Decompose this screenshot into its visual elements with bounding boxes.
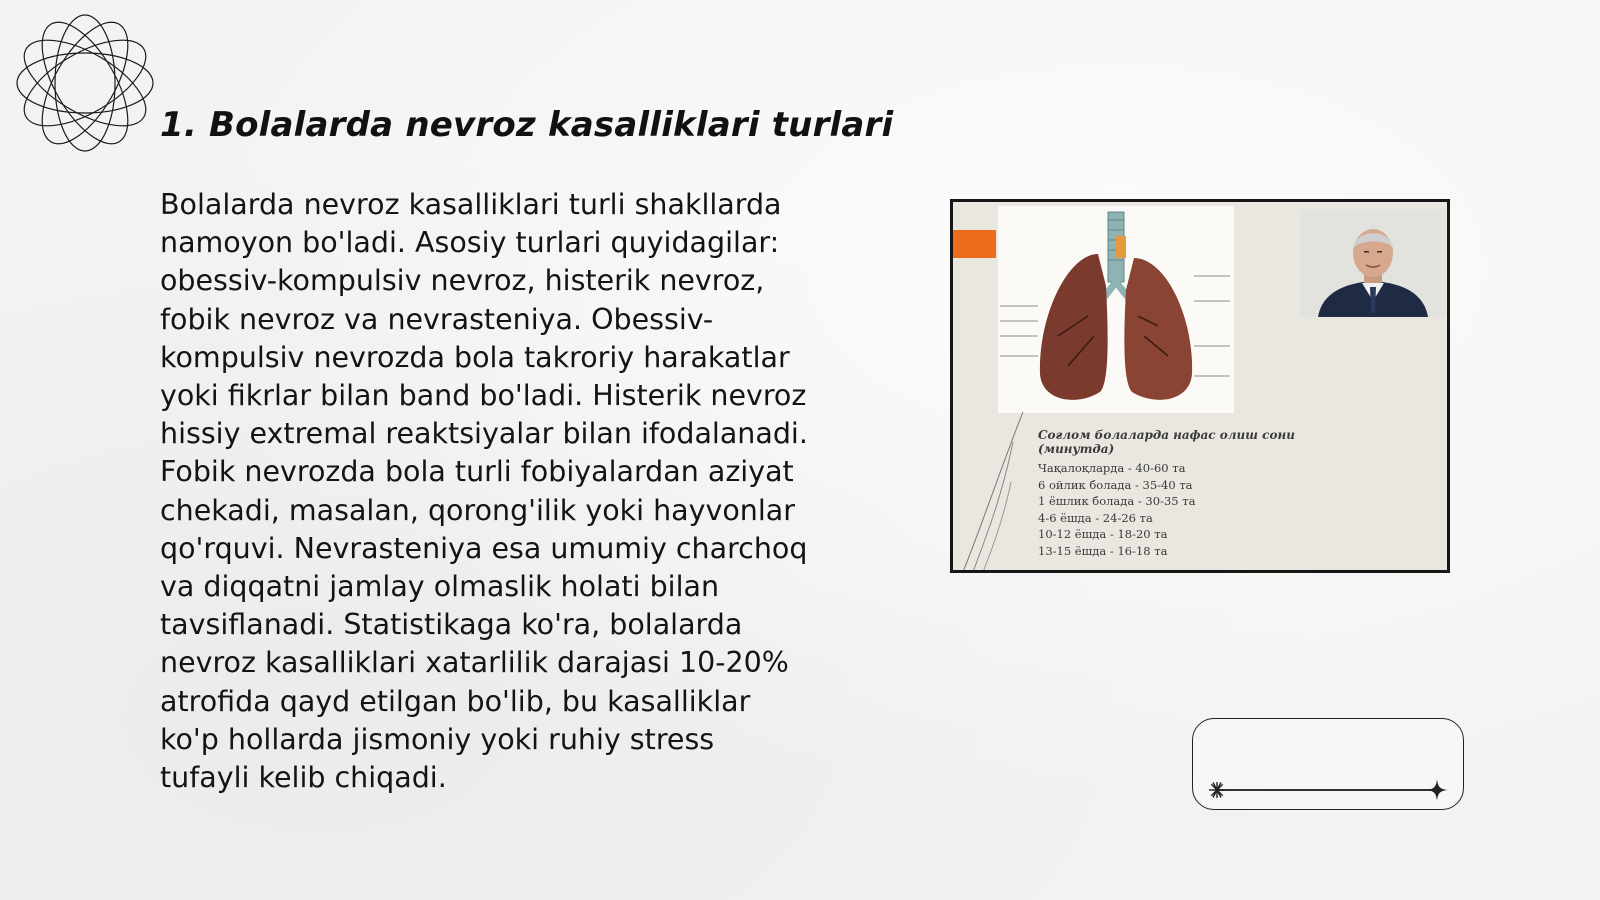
breathing-rate-table: [1038, 428, 1308, 559]
orbital-logo-icon: [10, 8, 160, 158]
body-text-line: qo'rquvi. Nevrasteniya esa umumiy charchoq: [160, 531, 808, 565]
lungs-icon: [998, 206, 1234, 413]
slide-body-text: [160, 186, 850, 797]
embedded-video-frame[interactable]: [950, 199, 1450, 573]
orange-accent-tab: [953, 230, 996, 258]
body-text-line: Bolalarda nevroz kasalliklari turli shakllarda: [160, 188, 782, 221]
body-text-line: ko'p hollarda jismoniy yoki ruhiy stress: [160, 722, 715, 756]
breathing-rate-row: 4-6 ёшда - 24-26 та: [1038, 510, 1153, 525]
body-text-line: hissiy extremal reaktsiyalar bilan ifodalanadi.: [160, 417, 808, 451]
slide-title: 1. Bolalarda nevroz kasalliklari turlari: [160, 105, 894, 145]
body-text-line: yoki fikrlar bilan band bo'ladi. Histerik nevroz: [160, 379, 807, 413]
progress-widget: [1192, 718, 1464, 810]
body-text-line: namoyon bo'ladi. Asosiy turlari quyidagilar:: [160, 226, 780, 260]
breathing-rate-heading: Соғлом болаларда нафас олиш сони (минутда): [1038, 428, 1295, 456]
breathing-rate-row: Чақалоқларда - 40-60 та: [1038, 461, 1186, 475]
breathing-rate-row: 10-12 ёшда - 18-20 та: [1038, 527, 1168, 541]
decorative-lines: [953, 402, 1033, 572]
body-text-line: fobik nevroz va nevrasteniya. Obessiv-: [160, 302, 714, 336]
body-text-line: kompulsiv nevrozda bola takroriy harakatlar: [160, 340, 790, 374]
presenter-webcam: [1300, 209, 1446, 317]
breathing-rate-row: 1 ёшлик болада - 30-35 та: [1038, 494, 1196, 508]
body-text-line: Fobik nevrozda bola turli fobiyalardan aziyat: [160, 455, 794, 489]
body-text-line: nevroz kasalliklari xatarlilik darajasi 10-20%: [160, 646, 789, 680]
body-text-line: atrofida qayd etilgan bo'lib, bu kasalliklar: [160, 684, 751, 718]
body-text-line: obessiv-kompulsiv nevroz, histerik nevroz,: [160, 264, 765, 298]
body-text-line: va diqqatni jamlay olmaslik holati bilan: [160, 570, 720, 604]
presenter-avatar: [1300, 209, 1446, 317]
sparkle-icon: [1425, 778, 1449, 802]
progress-track[interactable]: [1217, 789, 1437, 791]
body-text-line: chekadi, masalan, qorong'ilik yoki hayvonlar: [160, 493, 795, 527]
lung-illustration: [998, 206, 1234, 413]
asterisk-icon: [1207, 780, 1227, 800]
breathing-rate-row: 13-15 ёшда - 16-18 та: [1038, 543, 1168, 558]
body-text-line: tufayli kelib chiqadi.: [160, 761, 447, 795]
body-text-line: tavsiflanadi. Statistikaga ko'ra, bolalarda: [160, 608, 743, 642]
breathing-rate-row: 6 ойлик болада - 35-40 та: [1038, 477, 1193, 492]
